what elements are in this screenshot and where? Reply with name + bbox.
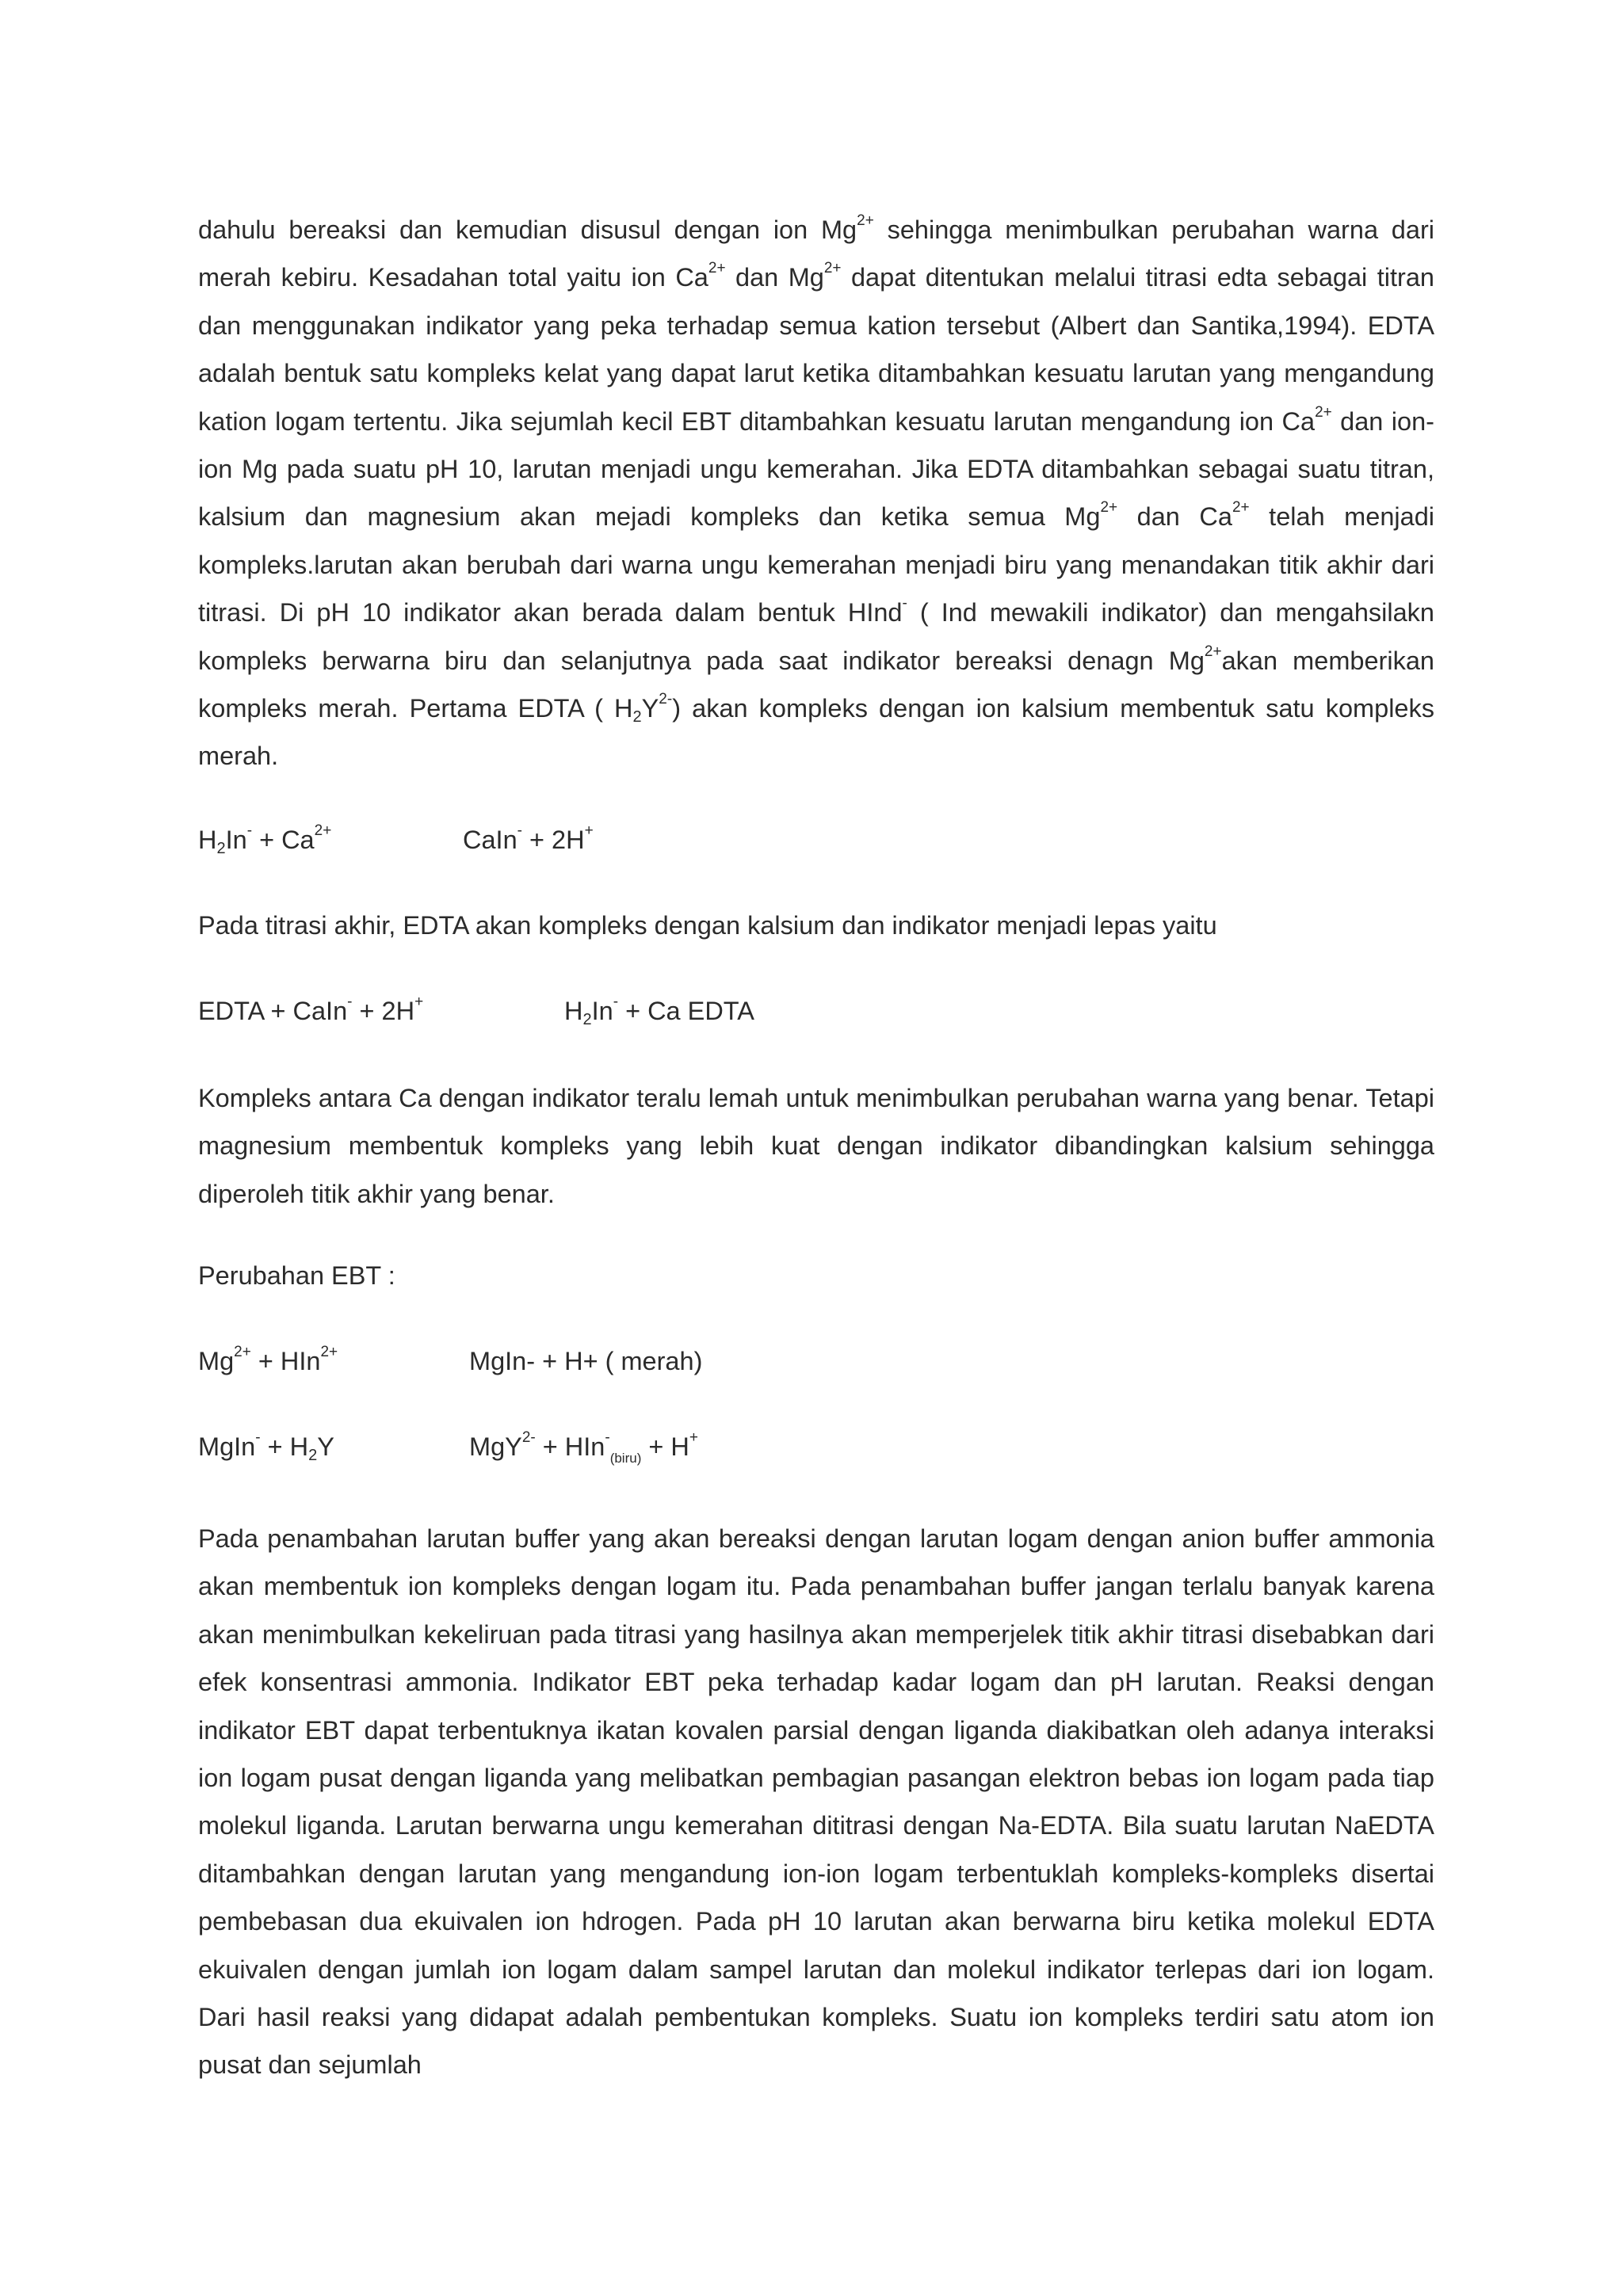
text-run: dapat ditentukan melalui titrasi edta sebagai titran dan menggunakan indikator yang peka terhadap semua kation tersebut (Albert dan Santika,1994). EDTA adalah bentuk satu kompleks kelat yang dapat larut ketika ditambahkan kesuatu larutan yang mengandung kation logam tertentu. Jika sejumlah kecil EBT ditambahkan kesuatu larutan mengandung ion Ca [198,263,1442,436]
subscript: (biru) [609,1451,642,1466]
superscript: - [605,1429,610,1446]
superscript: + [414,994,424,1010]
text-run: ) akan kompleks dengan ion kalsium membentuk satu kompleks merah. [198,694,1442,771]
superscript: - [613,994,619,1010]
text-run: EDTA + CaIn [198,997,348,1025]
subscript: 2 [582,1011,592,1028]
text-run: In [225,826,247,854]
heading-perubahan-ebt: Perubahan EBT : [198,1261,395,1290]
superscript: + [689,1429,698,1446]
paragraph-4: Pada penambahan larutan buffer yang akan bereaksi dengan larutan logam dengan anion buffer ammonia akan membentuk ion kompleks dengan logam itu. Pada penambahan buffer jangan terlalu banyak karena akan menimbulkan kekeliruan pada titrasi yang hasilnya akan memperjelek titik akhir titrasi disebabkan dari efek konsentrasi ammonia. Indikator EBT peka terhadap kadar logam dan pH larutan. Reaksi dengan indikator EBT dapat terbentuknya ikatan kovalen parsial dengan liganda diakibatkan oleh adanya interaksi ion logam pusat dengan liganda yang melibatkan pembagian pasangan elektron bebas ion logam pada tiap molekul liganda. Larutan berwarna ungu kemerahan dititrasi dengan Na-EDTA. Bila suatu larutan NaEDTA ditambahkan dengan larutan yang mengandung ion-ion logam terbentuklah kompleks-kompleks disertai pembebasan dua ekuivalen ion hdrogen. Pada pH 10 larutan akan berwarna biru ketika molekul EDTA ekuivalen dengan jumlah ion logam dalam sampel larutan dan molekul indikator terlepas dari ion logam. Dari hasil reaksi yang didapat adalah pembentukan kompleks. Suatu ion kompleks terdiri satu atom ion pusat dan sejumlah [198,1524,1434,2080]
subscript: 2 [632,708,642,727]
text-run: sehingga menimbulkan perubahan warna dari merah kebiru. Kesadahan total yaitu ion Ca [198,215,1442,292]
text-run: MgIn [198,1432,256,1461]
equation-1-reactants [198,824,331,856]
superscript: 2- [659,691,673,708]
text-run: dan Ca [1117,502,1232,532]
text-run: + 2H [352,997,415,1025]
superscript: 2+ [234,1344,251,1360]
superscript: - [255,1429,261,1446]
text-run: H [564,997,583,1025]
paragraph-1 [198,206,1442,780]
text-run: In [591,997,613,1025]
text-run: Y [641,694,659,723]
text-run: MgY [469,1432,522,1461]
subscript: 2 [308,1447,318,1464]
paragraph-2: Pada titrasi akhir, EDTA akan kompleks dengan kalsium dan indikator menjadi lepas yaitu [198,911,1217,940]
superscript: 2+ [708,260,726,277]
text-run: + 2H [521,826,585,854]
superscript: 2+ [320,1344,338,1360]
text-run: dan Mg [725,263,824,292]
text-run: ( Ind mewakili indikator) dan mengahsilakn kompleks berwarna biru dan selanjutnya pada saat indikator bereaksi denagn Mg [198,598,1442,675]
text-run: dan ion-ion Mg pada suatu pH 10, larutan menjadi ungu kemerahan. Jika EDTA ditambahkan sebagai suatu titran, kalsium dan magnesium akan mejadi kompleks dan ketika semua Mg [198,406,1442,532]
superscript: - [347,994,353,1010]
superscript: - [902,595,907,612]
superscript: 2+ [1100,499,1118,517]
text-run: akan memberikan kompleks merah. Pertama EDTA ( H [198,646,1442,723]
text-run: telah menjadi kompleks.larutan akan berubah dari warna ungu kemerahan menjadi biru yang menandakan titik akhir dari titrasi. Di pH 10 indikator akan berada dalam bentuk HInd [198,502,1442,627]
equation-2-reactants [198,995,423,1027]
equation-2-products [564,995,754,1027]
superscript: 2+ [1232,499,1250,517]
superscript: + [584,822,594,839]
superscript: 2+ [857,212,874,229]
text-run: + Ca EDTA [618,997,754,1025]
text-run: Mg [198,1347,235,1375]
text-run: + Ca [252,826,315,854]
text-run: + H [260,1432,309,1461]
superscript: 2+ [1204,643,1222,660]
text-run: MgIn- + H+ ( merah) [469,1347,703,1375]
equation-1-products [463,824,594,856]
text-run: + H [641,1432,689,1461]
paragraph-3: Kompleks antara Ca dengan indikator teralu lemah untuk menimbulkan perubahan warna yang benar. Tetapi magnesium membentuk kompleks yang lebih kuat dengan indikator dibandingkan kalsium sehingga diperoleh titik akhir yang benar. [198,1084,1434,1208]
equation-3-products [469,1345,702,1377]
subscript: 2 [216,840,226,857]
superscript: 2+ [314,822,332,839]
superscript: 2+ [1315,403,1332,421]
equation-4-products [469,1429,698,1466]
text-run: + HIn [250,1347,321,1375]
text-run: dahulu bereaksi dan kemudian disusul dengan ion Mg [198,215,857,244]
text-run: Y [317,1432,334,1461]
superscript: - [517,822,522,839]
superscript: 2- [521,1429,536,1446]
superscript: 2+ [823,260,842,277]
text-run: H [198,826,217,854]
text-run: + HIn [535,1432,605,1461]
equation-3-reactants [198,1345,338,1377]
superscript: - [246,822,253,839]
text-run: CaIn [463,826,517,854]
equation-4-reactants [198,1431,334,1463]
